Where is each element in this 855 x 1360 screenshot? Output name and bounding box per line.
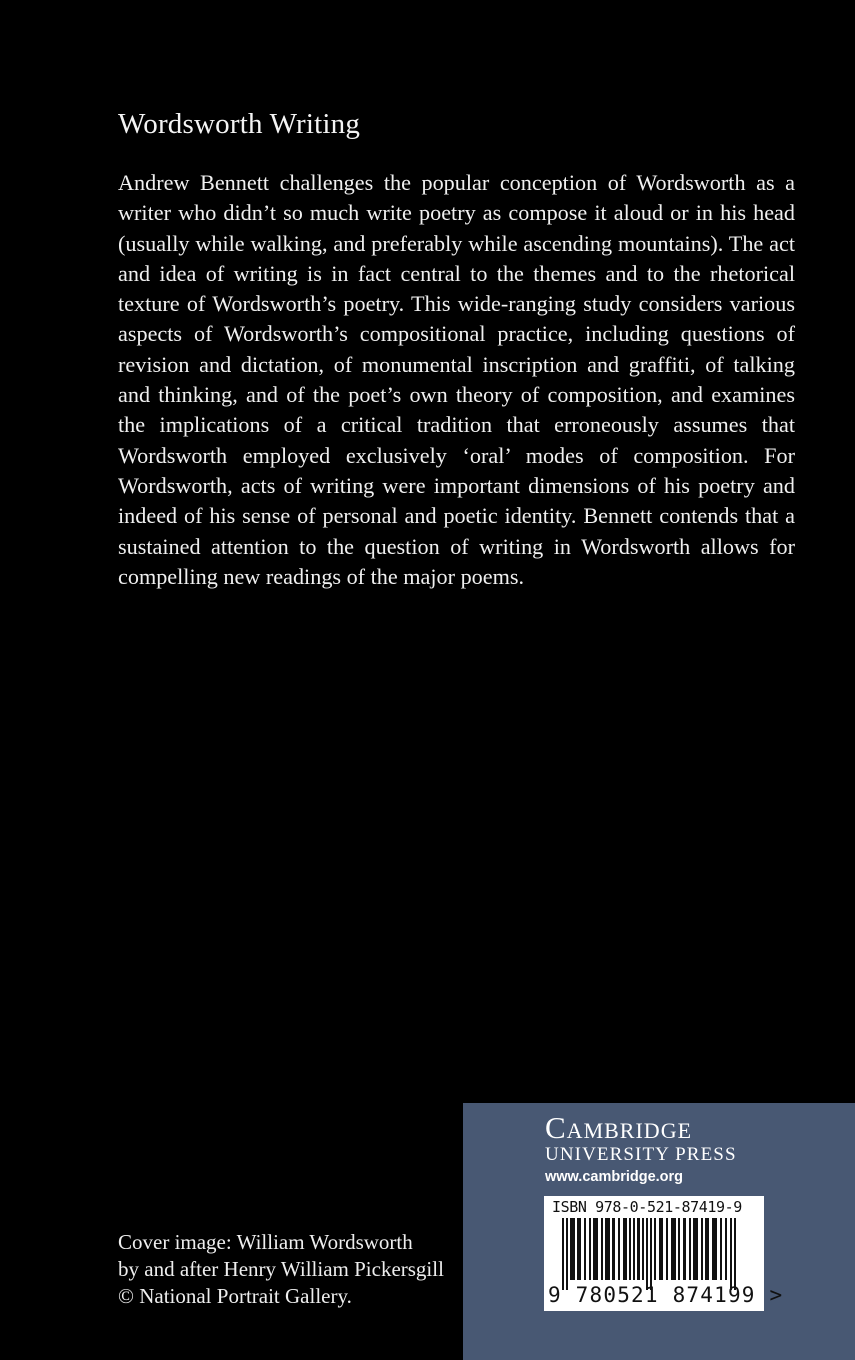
barcode-digits: 9 780521 874199 >	[548, 1283, 784, 1307]
publisher-logo-name: Cambridge	[545, 1110, 693, 1145]
book-description: Andrew Bennett challenges the popular conception of Wordsworth as a writer who didn’t so much write poetry as compose it aloud or in his head (usually while walking, and preferably while ascending mountains). The act and idea of writing is in fact central to the themes and to the rhetorical texture of Wordsworth’s poetry. This wide-ranging study considers various aspects of Wordsworth’s compositional practice, including questions of revision and dictation, of monumental inscription and graffiti, of talking and thinking, and of the poet’s own theory of composition, and examines the implications of a critical tradition that erroneously assumes that Wordsworth employed exclusively ‘oral’ modes of composition. For Wordsworth, acts of writing were important dimensions of his poetry and indeed of his sense of personal and poetic identity. Bennett contends that a sustained attention to the question of writing in Wordsworth allows for compelling new readings of the major poems.	[118, 170, 795, 589]
cover-image-credit	[118, 1229, 444, 1310]
publisher-url: www.cambridge.org	[545, 1169, 684, 1185]
publisher-panel	[463, 1103, 855, 1360]
credit-line: Cover image: William Wordsworth	[118, 1230, 413, 1254]
book-title: Wordsworth Writing	[118, 108, 361, 140]
publisher-logo-press: UNIVERSITY PRESS	[545, 1144, 737, 1165]
barcode-bars-icon	[562, 1218, 738, 1290]
credit-line: by and after Henry William Pickersgill	[118, 1257, 444, 1281]
credit-line: © National Portrait Gallery.	[118, 1284, 352, 1308]
isbn-barcode	[544, 1196, 784, 1311]
isbn-label: ISBN 978-0-521-87419-9	[552, 1198, 742, 1216]
